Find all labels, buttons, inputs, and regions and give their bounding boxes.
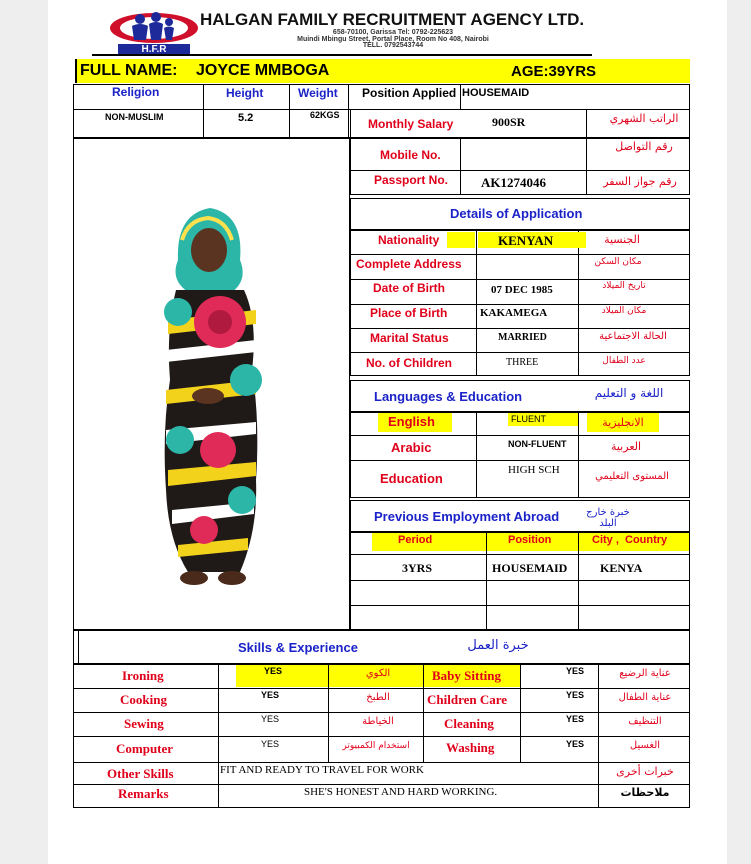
dob-value: 07 DEC 1985 [491,284,553,296]
other-skills-label: Other Skills [107,766,174,781]
babysitting-label: Baby Sitting [432,668,501,683]
cleaning-value: YES [566,714,585,724]
top-col-3 [348,84,349,138]
ironing-ar: الكوي [365,668,391,679]
address-ar: مكان السكن [594,257,642,267]
dob-label: Date of Birth [373,281,445,295]
pob-label: Place of Birth [370,306,448,320]
nationality-highlight-1 [447,232,475,248]
cooking-value: YES [261,690,280,700]
cleaning-label: Cleaning [444,716,494,731]
emp-col-2 [578,532,579,630]
emp-row-3 [350,605,690,606]
skills-col-1 [218,664,219,808]
emp-position-value: HOUSEMAID [492,561,568,575]
pob-ar: مكان الميلاد [601,306,647,316]
agency-logo [106,8,202,56]
employment-title: Previous Employment Abroad [374,509,560,524]
details-title: Details of Application [450,206,583,221]
sewing-ar: الخياطة [362,716,394,727]
agency-address-2: Muindi Mbingu Street, Portal Place, Room No 408, Nairobi [297,36,489,43]
childrencare-value: YES [566,690,585,700]
cv-page [48,0,727,864]
emp-country-value: KENYA [600,561,643,575]
position-applied-value: HOUSEMAID [462,87,530,99]
computer-ar: استخدام الكمبيوتر [342,741,410,751]
skills-title-inner-border [78,630,79,664]
mobile-ar: رقم التواصل [615,140,673,153]
washing-label: Washing [446,740,495,755]
weight-value: 62KGS [310,110,340,120]
mobile-label: Mobile No. [380,148,441,162]
remarks-value: SHE'S HONEST AND HARD WORKING. [304,786,498,798]
sewing-value: YES [261,714,280,724]
nationality-highlight-3 [580,232,586,248]
agency-name: HALGAN FAMILY RECRUITMENT AGENCY LTD. [200,10,585,29]
sewing-label: Sewing [124,716,164,731]
skills-title-ar: خبرة العمل [467,638,529,653]
remarks-label: Remarks [118,786,169,801]
skills-title: Skills & Experience [238,640,358,655]
english-label: English [388,414,435,429]
washing-ar: الغسيل [629,740,661,751]
employment-table [350,532,690,630]
languages-title: Languages & Education [374,389,523,404]
top-col-4 [460,84,461,109]
agency-address-1: 658-70100, Garissa Tel: 0792-225623 [332,29,454,36]
details-row-2 [350,279,690,280]
period-label: Period [398,534,433,546]
header-rule [92,54,592,56]
passport-ar: رقم جواز السفر [603,175,677,188]
nationality-ar: الجنسية [604,233,640,246]
english-value: FLUENT [511,414,547,424]
skills-title-cell [73,630,690,664]
lang-row-1 [350,435,690,436]
lang-col-1 [476,412,477,498]
details-col-1 [476,230,477,376]
arabic-ar: العربية [610,440,642,453]
cleaning-ar: التنظيف [628,716,662,727]
salary-label: Monthly Salary [368,117,454,131]
candidate-photo [148,200,272,590]
education-ar: المستوى التعليمي [595,471,669,482]
babysitting-ar: عناية الرضيع [619,668,671,679]
top-col-2 [289,84,290,138]
computer-label: Computer [116,741,174,756]
position-applied-label: Position Applied [362,86,457,100]
dob-ar: تاريخ الميلاد [602,281,646,291]
marital-value: MARRIED [498,332,547,343]
remarks-ar: ملاحظات [620,786,670,799]
info-divider-2 [350,170,690,171]
emp-row-1 [350,554,690,555]
babysitting-value: YES [566,666,585,676]
info-col-1 [460,138,461,195]
height-value: 5.2 [238,112,254,124]
weight-label: Weight [298,86,338,100]
nationality-label: Nationality [378,233,440,247]
salary-ar: الراتب الشهري [609,112,679,125]
details-col-2 [578,230,579,376]
cooking-label: Cooking [120,692,167,707]
languages-title-ar: اللغة و التعليم [594,386,664,400]
age-value: AGE:39YRS [511,63,597,80]
religion-value: NON-MUSLIM [105,112,164,122]
top-col-1 [203,84,204,138]
lang-row-2 [350,460,690,461]
nationality-value: KENYAN [498,233,554,248]
details-row-1 [350,254,690,255]
other-skills-ar: خبرات أخرى [616,765,674,778]
ironing-label: Ironing [122,668,164,683]
details-table [350,230,690,376]
emp-col-1 [486,532,487,630]
employment-title-ar: خبرة خارج البلد [586,507,630,529]
lang-col-2 [578,412,579,498]
city-country-label: City , Country [592,534,668,546]
skills-col-5 [598,664,599,808]
education-value: HIGH SCH [508,464,560,476]
education-label: Education [380,471,443,486]
computer-value: YES [261,739,280,749]
passport-label: Passport No. [374,173,449,187]
info-divider-1 [350,138,690,139]
skills-col-4 [520,664,521,762]
other-skills-value: FIT AND READY TO TRAVEL FOR WORK [220,764,424,776]
full-name-value: JOYCE MMBOGA [196,62,330,79]
english-ar: الانجليزية [602,416,644,429]
washing-value: YES [566,739,585,749]
salary-value: 900SR [492,115,526,129]
childrencare-ar: عناية الطفال [618,692,672,703]
children-label: No. of Children [366,356,452,370]
passport-value: AK1274046 [481,175,546,190]
arabic-label: Arabic [391,440,432,455]
religion-label: Religion [112,85,160,99]
emp-row-2 [350,580,690,581]
childrencare-label: Children Care [427,692,508,707]
details-row-5 [350,352,690,353]
marital-label: Marital Status [370,331,449,345]
children-ar: عدد الطفال [602,356,646,366]
position-label: Position [508,534,552,546]
full-name-label: FULL NAME: [80,62,178,79]
height-label: Height [226,86,264,100]
pob-value: KAKAMEGA [480,307,548,319]
marital-ar: الحالة الاجتماعية [599,331,667,342]
info-col-2 [586,138,587,195]
logo-text: H.F.R [141,44,167,55]
agency-address-3: TELL. 0792543744 [362,42,424,49]
children-value: THREE [506,357,539,368]
arabic-value: NON-FLUENT [508,439,567,449]
details-row-4 [350,328,690,329]
address-label: Complete Address [356,257,462,271]
cooking-ar: الطبخ [366,692,390,703]
details-row-3 [350,304,690,305]
ironing-value: YES [264,666,283,676]
emp-period-value: 3YRS [402,561,433,575]
